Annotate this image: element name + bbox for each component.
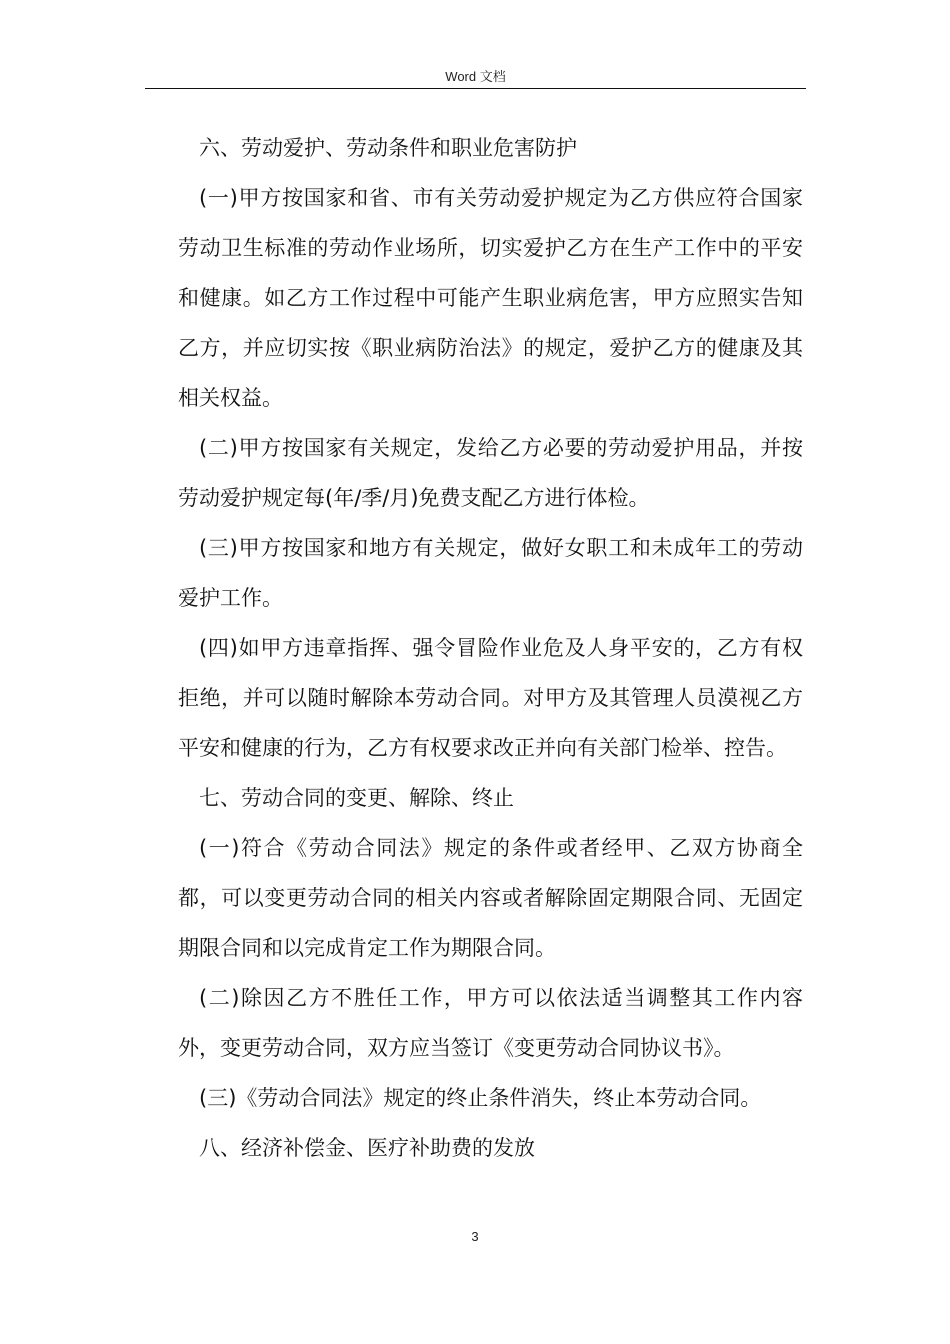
section-heading-7: 七、劳动合同的变更、解除、终止 <box>199 786 514 810</box>
paragraph: (一)符合《劳动合同法》规定的条件或者经甲、乙双方协商全都，可以变更劳动合同的相关内容或者解除固定期限合同、无固定期限合同和以完成肯定工作为期限合同。 <box>178 836 803 960</box>
document-body <box>178 123 803 1173</box>
paragraph: (三)《劳动合同法》规定的终止条件消失，终止本劳动合同。 <box>199 1086 762 1110</box>
page-number: 3 <box>471 1229 479 1244</box>
page-header: Word 文档 <box>445 69 506 84</box>
paragraph: (四)如甲方违章指挥、强令冒险作业危及人身平安的，乙方有权拒绝，并可以随时解除本劳动合同。对甲方及其管理人员漠视乙方平安和健康的行为，乙方有权要求改正并向有关部门检举、控告。 <box>178 636 803 760</box>
paragraph: (二)甲方按国家有关规定，发给乙方必要的劳动爱护用品，并按劳动爱护规定每(年/季/月)免费支配乙方进行体检。 <box>178 436 803 510</box>
paragraph: (三)甲方按国家和地方有关规定，做好女职工和未成年工的劳动爱护工作。 <box>178 536 803 610</box>
header-divider <box>145 88 806 89</box>
paragraph: (一)甲方按国家和省、市有关劳动爱护规定为乙方供应符合国家劳动卫生标准的劳动作业场所，切实爱护乙方在生产工作中的平安和健康。如乙方工作过程中可能产生职业病危害，甲方应照实告知乙方，并应切实按《职业病防治法》的规定，爱护乙方的健康及其相关权益。 <box>178 186 803 410</box>
paragraph: (二)除因乙方不胜任工作，甲方可以依法适当调整其工作内容外，变更劳动合同，双方应当签订《变更劳动合同协议书》。 <box>178 986 803 1060</box>
section-heading-8: 八、经济补偿金、医疗补助费的发放 <box>199 1136 535 1160</box>
section-heading-6: 六、劳动爱护、劳动条件和职业危害防护 <box>199 136 577 160</box>
